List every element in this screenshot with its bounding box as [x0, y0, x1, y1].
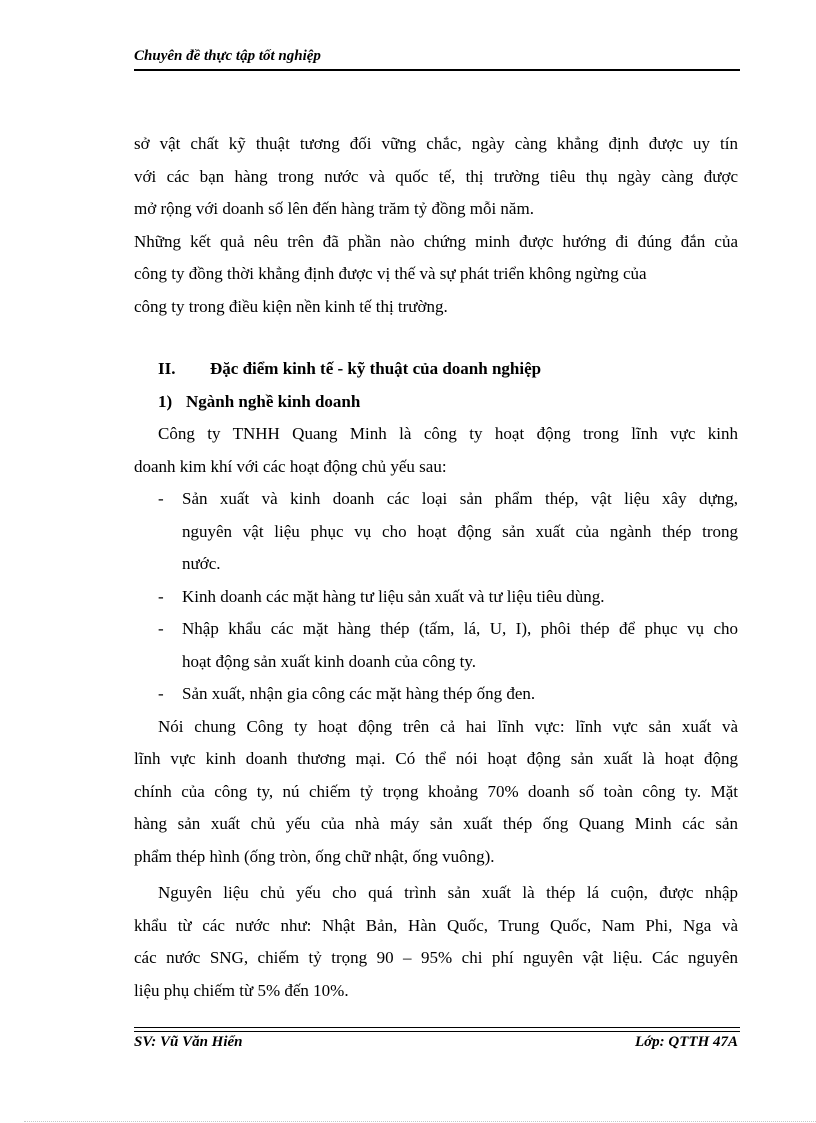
text-line: chính của công ty, nú chiếm tỷ trọng khoảng 70% doanh số toàn công ty. Mặt [134, 781, 738, 801]
list-item [134, 581, 738, 614]
paragraph [134, 128, 738, 226]
paragraph [134, 877, 738, 1007]
text-line: Nói chung Công ty hoạt động trên cả hai lĩnh vực: lĩnh vực sản xuất và [158, 716, 738, 736]
text-line: doanh kim khí với các hoạt động chủ yếu sau: [134, 456, 447, 476]
footer-rule [134, 1027, 740, 1028]
section-heading [134, 353, 738, 386]
subsection-number: 1) [158, 391, 173, 411]
footer-class: Lớp: QTTH 47A [634, 1034, 738, 1050]
footer-rule [134, 1031, 740, 1032]
text-line: Những kết quả nêu trên đã phần nào chứng minh được hướng đi đúng đắn của [134, 231, 738, 251]
text-line: sở vật chất kỹ thuật tương đối vững chắc, ngày càng khẳng định được uy tín [134, 134, 738, 153]
page-edge-divider [24, 1121, 816, 1122]
bullet-dash: - [158, 619, 164, 638]
subsection-heading [134, 386, 738, 419]
paragraph [134, 711, 738, 874]
text-line: liệu phụ chiếm từ 5% đến 10%. [134, 980, 349, 1000]
text-line: Kinh doanh các mặt hàng tư liệu sản xuất và tư liệu tiêu dùng. [182, 586, 605, 606]
text-line: mở rộng với doanh số lên đến hàng trăm tỷ đồng mỗi năm. [134, 199, 534, 218]
text-line: hàng sản xuất chủ yếu của nhà máy sản xuất thép ống Quang Minh các sản [134, 814, 738, 833]
text-line: công ty trong điều kiện nền kinh tế thị trường. [134, 296, 448, 316]
bullet-dash: - [158, 586, 164, 606]
bullet-dash: - [158, 489, 164, 508]
text-line: nước. [182, 554, 221, 573]
bullet-list [134, 483, 738, 711]
text-line: nguyên vật liệu phục vụ cho hoạt động sản xuất của ngành thép trong [182, 521, 738, 541]
subsection-title: Ngành nghề kinh doanh [186, 391, 361, 411]
bullet-dash: - [158, 684, 164, 703]
text-line: Sản xuất, nhận gia công các mặt hàng thép ống đen. [182, 684, 536, 703]
paragraph [134, 418, 738, 483]
text-line: khẩu từ các nước như: Nhật Bản, Hàn Quốc, Trung Quốc, Nam Phi, Nga và [134, 915, 738, 935]
text-line: công ty đồng thời khẳng định được vị thế và sự phát triển không ngừng của [134, 264, 647, 283]
list-item [134, 613, 738, 678]
text-line: Sản xuất và kinh doanh các loại sản phẩm thép, vật liệu xây dựng, [182, 489, 738, 508]
paragraph [134, 226, 738, 324]
document-body [134, 128, 738, 1007]
list-item [134, 483, 738, 581]
text-line: Nguyên liệu chủ yếu cho quá trình sản xuất là thép lá cuộn, được nhập [158, 883, 738, 902]
section-number: II. [158, 359, 176, 378]
text-line: phẩm thép hình (ống tròn, ống chữ nhật, ống vuông). [134, 846, 495, 866]
header-rule [134, 69, 740, 71]
text-line: các nước SNG, chiếm tỷ trọng 90 – 95% chi phí nguyên vật liệu. Các nguyên [134, 948, 738, 967]
text-line: với các bạn hàng trong nước và quốc tế, thị trường tiêu thụ ngày càng được [134, 166, 738, 186]
text-line: Công ty TNHH Quang Minh là công ty hoạt động trong lĩnh vực kinh [158, 424, 738, 443]
text-line: lĩnh vực kinh doanh thương mại. Có thể nói hoạt động sản xuất là hoạt động [134, 749, 738, 768]
list-item [134, 678, 738, 711]
section-title: Đặc điểm kinh tế - kỹ thuật của doanh nghiệp [210, 359, 542, 378]
footer-student: SV: Vũ Văn Hiển [134, 1034, 243, 1050]
text-line: Nhập khẩu các mặt hàng thép (tấm, lá, U, I), phôi thép để phục vụ cho [182, 619, 738, 638]
text-line: hoạt động sản xuất kinh doanh của công ty. [182, 651, 476, 671]
page-header-title: Chuyên đề thực tập tốt nghiệp [134, 48, 321, 64]
